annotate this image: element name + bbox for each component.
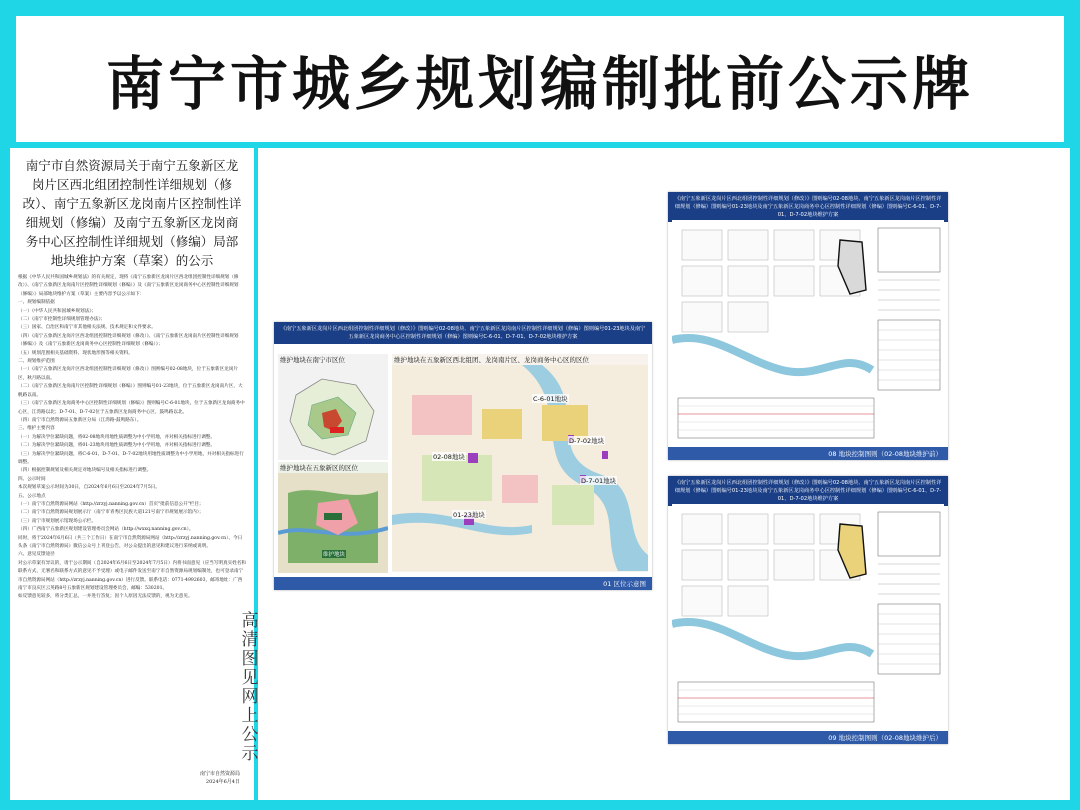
after-plan-map [672, 504, 944, 726]
watermark-text: 高清图见网上公示 [241, 611, 259, 764]
map-tag: 01-23地块 [453, 511, 485, 519]
notice-paragraph: （二）《南宁市控制性详细规划管理办法》； [18, 317, 106, 323]
notice-heading: 南宁市自然资源局关于南宁五象新区龙岗片区西北组团控制性详细规划（修改）、南宁五象新区龙岗南片区控制性详细规划（修编）及南宁五象新区龙岗商务中心区控制性详细规划（修编）局部地块维护方案（草案）的公示 [22, 158, 242, 268]
notice-paragraph: （三）《南宁五象新区龙岗商务中心区控制性详细规划（修编）》图则编号C-6-01地块，位于五象新区龙岗商务中心区，江湾路以北；D-7-01、D-7-02位于五象新区龙岗商务中心区，鼓鸣路以北。 [18, 401, 245, 415]
notice-paragraph: （三）国家、自治区和南宁市其他相关法规、技术规定和文件要求。 [18, 325, 156, 331]
before-board [668, 192, 948, 460]
notice-paragraph: （一）南宁市自然资源局网站（http://zrzyj.nanning.gov.cn）首页"批前信息公开"栏目； [18, 501, 204, 507]
board-header: 《南宁五象新区龙岗片区西北组团控制性详细规划（修改）》图则编号02-08地块、南宁五象新区龙岗南片区控制性详细规划（修编）图则编号01-23地块及南宁五象新区龙岗商务中心区控制性详细规划（修编）图则编号C-6-01、D-7-01、D-7-02地块维护方案 [668, 476, 948, 506]
board-footer-label: 01 区位示意图 [603, 580, 646, 588]
board-footer [274, 577, 652, 590]
notice-paragraph: 根据《中华人民共和国城乡规划法》的有关规定，现将《南宁五象新区龙岗片区西北组团控制性详细规划（修改）》、《南宁五象新区龙岗南片区控制性详细规划（修编）》及《南宁五象新区龙岗商务中心区控制性详细规划（修编）》局部地块维护方案（草案）主要内容予以公示如下： [18, 275, 239, 297]
notice-paragraph: （五）规划范围相关基础资料、现状地形图等相关资料。 [18, 350, 133, 356]
location-board [274, 322, 652, 590]
target-plot-tag: 维护地块 [323, 552, 346, 558]
notice-paragraph: （三）为解决学位紧缺问题，将C-6-01、D-7-01、D-7-02地块用地性质调整为中小学用地，并对相关指标进行调整。 [18, 451, 244, 465]
notice-paragraph: （四）广西南宁五象新区规划建设管理委员会网站（http://wxxq.nanning.gov.cn）。 [18, 527, 194, 533]
map-tag: C-6-01地块 [533, 395, 568, 403]
notice-panel [10, 148, 258, 800]
notice-paragraph: （二）《南宁五象新区龙岗南片区控制性详细规划（修编）》图则编号01-23地块，位于五象新区龙岗南片区，大帆路以南。 [18, 384, 243, 398]
notice-paragraph: （四）南宁市自然资源局五象新区分局（江湾路-鼓鸣路东）。 [18, 417, 142, 423]
detail-map-graphic [392, 365, 648, 571]
notice-paragraph: （一）《中华人民共和国城乡规划法》； [18, 308, 97, 314]
notice-paragraph: （一）《南宁五象新区龙岗片区西北组团控制性详细规划（修改）》图则编号02-08地块，位于五象新区龙岗片区，秋月路以南。 [18, 367, 238, 381]
signature-date: 2024年6月4日 [205, 779, 240, 785]
notice-paragraph: 三、维护主要内容 [18, 426, 55, 432]
map-caption: 维护地块在五象新区的区位 [280, 464, 358, 472]
notice-paragraph: （一）为解决学位紧缺问题，将02-08地块用地性质调整为中小学用地，并对相关指标进行调整。 [18, 434, 215, 440]
notice-paragraph: （四）《南宁五象新区龙岗片区西北组团控制性详细规划（修改）》、《南宁五象新区龙岗南片区控制性详细规划（修编）》及《南宁五象新区龙岗商务中心区控制性详细规划（修编）》； [18, 333, 239, 348]
notice-paragraph: 对公示草案有异议的，请于公示期间（自2024年6月6日至2024年7月5日）内将书面意见（应当写明真实姓名和联系方式，无署名和联系方式的意见不予受理）或电子邮件发送至南宁市自然资源局规划编制处，也可登录南宁市自然资源局网站（http://zrzyj.nanning.gov.cn）进行反馈。联系电话：0771-4992603，邮寄地址：广西南宁市良庆区云英路8号五象新区规划建设管理委员会，邮编：530201。 [18, 560, 247, 592]
board-header: 《南宁五象新区龙岗片区西北组团控制性详细规划（修改）》图则编号02-08地块、南宁五象新区龙岗南片区控制性详细规划（修编）图则编号01-23地块及南宁五象新区龙岗商务中心区控制性详细规划（修编）图则编号C-6-01、D-7-01、D-7-02地块维护方案 [274, 322, 652, 344]
notice-paragraph: （二）为解决学位紧缺问题，将01-23地块用地性质调整为中小学用地，并对相关指标进行调整。 [18, 443, 215, 449]
notice-paragraph: 六、意见反馈途径 [18, 552, 55, 558]
board-footer [668, 447, 948, 460]
notice-paragraph: 二、规划维护范围 [18, 359, 55, 365]
title-bar [10, 10, 1070, 148]
notice-paragraph: 本次规划草案公示时间为30日，自2024年6月6日至2024年7月5日。 [18, 485, 160, 491]
plan-map-graphic [672, 220, 944, 442]
notice-body [18, 274, 246, 602]
board-footer [668, 731, 948, 744]
notice-paragraph: 四、公示时间 [18, 476, 46, 482]
notice-paragraph: （二）南宁市自然资源局规划展示厅（南宁市青秀区民族大道121号南宁市规划展示馆内）； [18, 510, 204, 516]
notice-signature [200, 770, 240, 786]
notice-paragraph: （四）根据控制规划及相关规定对地块编号及相关指标进行调整。 [18, 468, 152, 474]
signature-org: 南宁市自然资源局 [199, 771, 240, 777]
xiangxinqu-location-map [278, 462, 388, 572]
page-title: 南宁市城乡规划编制批前公示牌 [105, 50, 974, 118]
notice-paragraph: 一、规划编制依据 [18, 300, 55, 306]
map-tag: D-7-02地块 [569, 437, 605, 445]
city-map-graphic [278, 365, 388, 461]
board-header: 《南宁五象新区龙岗片区西北组团控制性详细规划（修改）》图则编号02-08地块、南宁五象新区龙岗南片区控制性详细规划（修编）图则编号01-23地块及南宁五象新区龙岗商务中心区控制性详细规划（修编）图则编号C-6-01、D-7-01、D-7-02地块维护方案 [668, 192, 948, 222]
notice-paragraph: 五、公示地点 [18, 493, 46, 499]
map-caption: 维护地块在五象新区西北组团、龙岗南片区、龙岗商务中心区的区位 [394, 356, 589, 364]
map-tag: D-7-01地块 [581, 477, 617, 485]
district-map-graphic [278, 473, 388, 573]
after-board [668, 476, 948, 744]
detail-location-map [392, 354, 648, 572]
map-caption: 维护地块在南宁市区位 [280, 356, 345, 364]
plan-map-graphic [672, 504, 944, 726]
notice-paragraph: 同时，将于2024年6月6日（共三个工作日）在南宁市自然资源局网站（http://zrzyj.nanning.gov.cn）、今日头条《南宁市自然资源局》微信公众号上刊登公告，对公众提出的意见和建议进行采纳或说明。 [18, 535, 243, 549]
board-footer-label: 09 地块控制图则（02-08地块维护后） [828, 734, 942, 742]
notice-paragraph: （三）南宁市规划展示馆现场公示栏。 [18, 518, 97, 524]
before-plan-map [672, 220, 944, 442]
board-footer-label: 08 地块控制图则（02-08地块维护前） [828, 450, 942, 458]
map-tag: 02-08地块 [433, 453, 465, 461]
notice-paragraph: 如反馈意见较多，将分类汇总，一并进行答复；因个人原因无法反馈的，视为无意见。 [18, 594, 193, 600]
city-location-map [278, 354, 388, 460]
